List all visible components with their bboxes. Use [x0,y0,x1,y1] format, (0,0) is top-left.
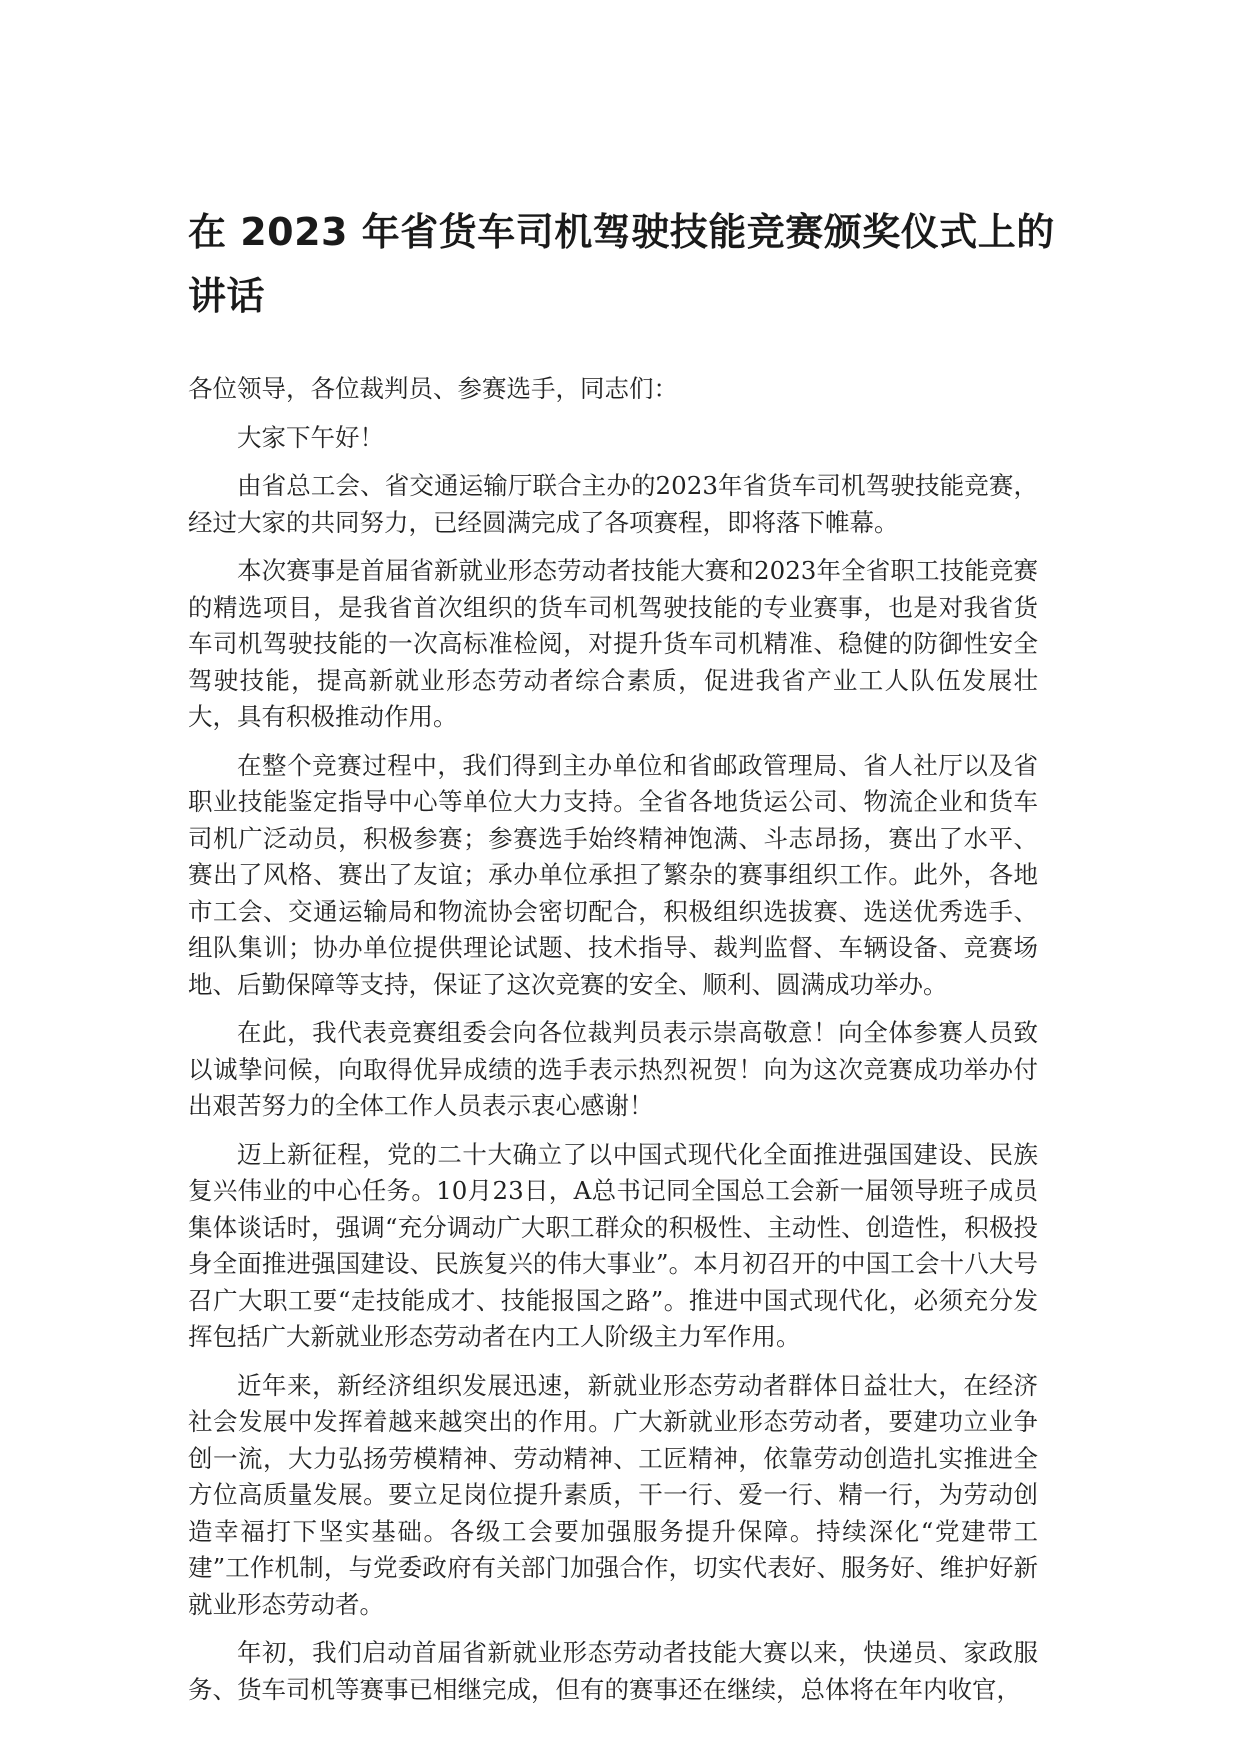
paragraph-greeting: 大家下午好！ [237,422,384,452]
paragraph-thanks: 在此，我代表竞赛组委会向各位裁判员表示崇高敬意！向全体参赛人员致以诚挚问候，向取得优异成绩的选手表示热烈祝贺！向为这次竞赛成功举办付出艰苦努力的全体工作人员表示衷心感谢！ [188,1018,1038,1120]
paragraph-new-economy: 近年来，新经济组织发展迅速，新就业形态劳动者群体日益壮大，在经济社会发展中发挥着越来越突出的作用。广大新就业形态劳动者，要建功立业争创一流，大力弘扬劳模精神、劳动精神、工匠精神，依靠劳动创造扎实推进全方位高质量发展。要立足岗位提升素质，干一行、爱一行、精一行，为劳动创造幸福打下坚实基础。各级工会要加强服务提升保障。持续深化“党建带工建”工作机制，与党委政府有关部门加强合作，切实代表好、服务好、维护好新就业形态劳动者。 [188,1370,1038,1619]
document-body [188,371,1038,1720]
salutation: 各位领导，各位裁判员、参赛选手，同志们： [188,374,678,403]
paragraph-beginning-of-year: 年初，我们启动首届省新就业形态劳动者技能大赛以来，快递员、家政服务、货车司机等赛事已相继完成，但有的赛事还在继续，总体将在年内收官， [188,1638,1038,1704]
document-title: 在 2023 年省货车司机驾驶技能竞赛颁奖仪式上的讲话 [188,210,1055,318]
paragraph-intro: 由省总工会、省交通运输厅联合主办的2023年省货车司机驾驶技能竞赛，经过大家的共同努力，已经圆满完成了各项赛程，即将落下帷幕。 [188,471,1038,537]
paragraph-acknowledgements: 在整个竞赛过程中，我们得到主办单位和省邮政管理局、省人社厅以及省职业技能鉴定指导中心等单位大力支持。全省各地货运公司、物流企业和货车司机广泛动员，积极参赛；参赛选手始终精神饱满、斗志昂扬，赛出了水平、赛出了风格、赛出了友谊；承办单位承担了繁杂的赛事组织工作。此外，各地市工会、交通运输局和物流协会密切配合，积极组织选拔赛、选送优秀选手、组队集训；协办单位提供理论试题、技术指导、裁判监督、车辆设备、竞赛场地、后勤保障等支持，保证了这次竞赛的安全、顺利、圆满成功举办。 [188,750,1038,999]
paragraph-new-journey: 迈上新征程，党的二十大确立了以中国式现代化全面推进强国建设、民族复兴伟业的中心任务。10月23日，A总书记同全国总工会新一届领导班子成员集体谈话时，强调“充分调动广大职工群众的积极性、主动性、创造性，积极投身全面推进强国建设、民族复兴的伟大事业”。本月初召开的中国工会十八大号召广大职工要“走技能成才、技能报国之路”。推进中国式现代化，必须充分发挥包括广大新就业形态劳动者在内工人阶级主力军作用。 [188,1139,1038,1351]
paragraph-significance: 本次赛事是首届省新就业形态劳动者技能大赛和2023年全省职工技能竞赛的精选项目，是我省首次组织的货车司机驾驶技能的专业赛事，也是对我省货车司机驾驶技能的一次高标准检阅，对提升货车司机精准、稳健的防御性安全驾驶技能，提高新就业形态劳动者综合素质，促进我省产业工人队伍发展壮大，具有积极推动作用。 [188,556,1038,731]
